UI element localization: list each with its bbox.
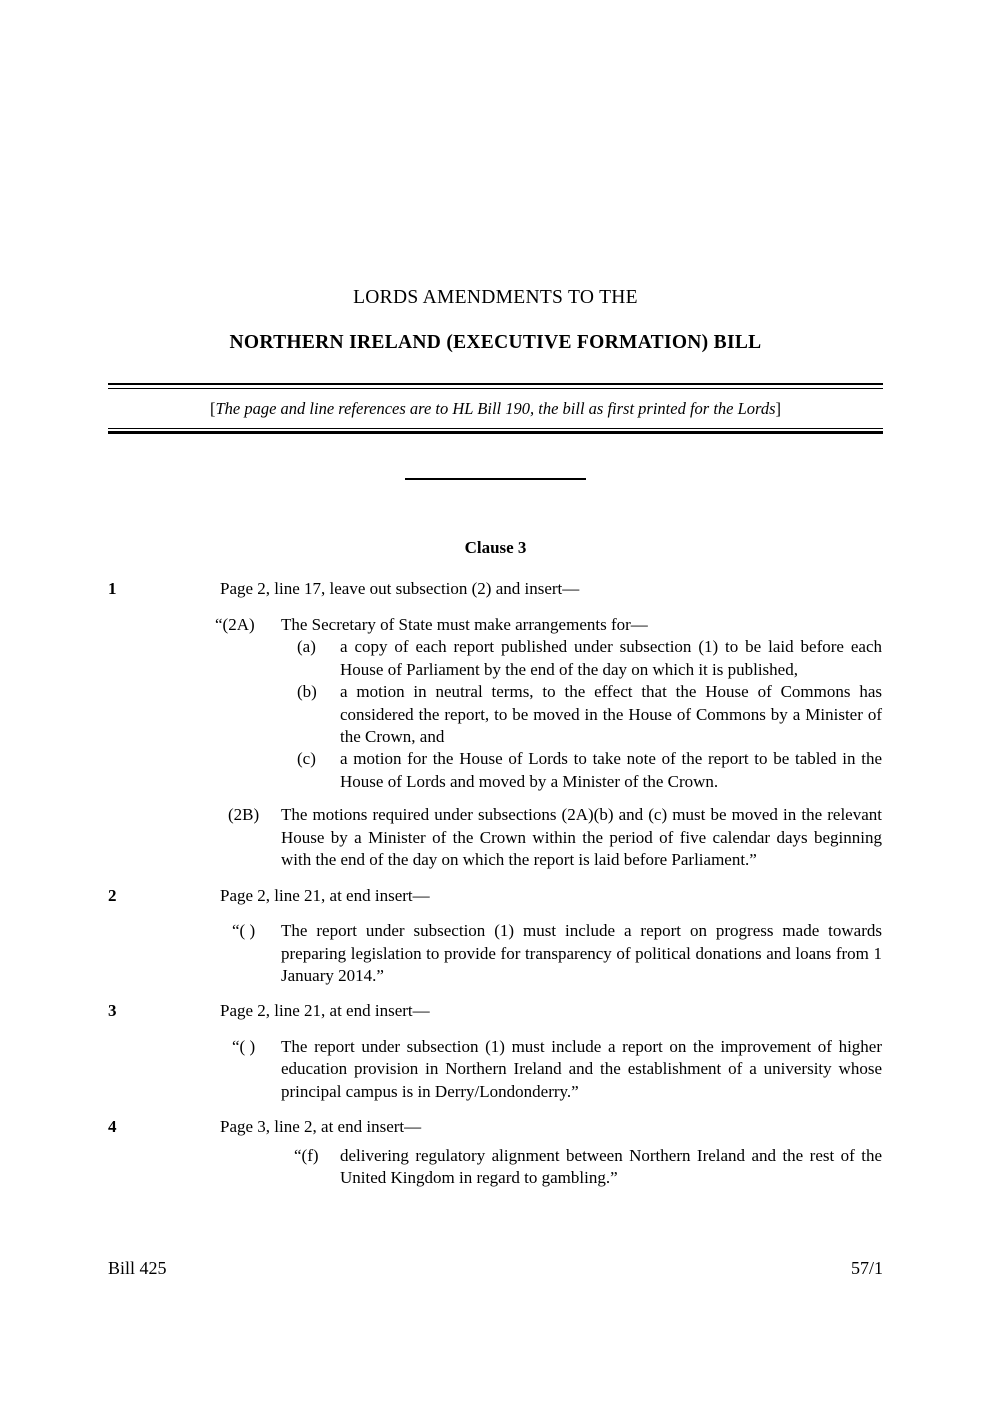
amendment-2-quote-block bbox=[0, 920, 991, 987]
note-close-bracket: ] bbox=[775, 398, 782, 418]
amendment-2 bbox=[0, 885, 991, 907]
quoted-item-c bbox=[0, 748, 991, 793]
bill-number: Bill 425 bbox=[108, 1258, 167, 1278]
amendment-lead-in: Page 2, line 21, at end insert— bbox=[220, 1001, 430, 1021]
quoted-item-f bbox=[0, 1145, 991, 1190]
section-separator bbox=[0, 478, 991, 496]
quoted-item-blank bbox=[0, 1036, 991, 1103]
amendment-lead-in: Page 2, line 17, leave out subsection (2) and insert— bbox=[220, 579, 580, 599]
note-text: The page and line references are to HL Bill 190, the bill as first printed for the Lords bbox=[215, 398, 776, 418]
quoted-item-text: The report under subsection (1) must include a report on progress made towards preparing legislation to provide for transparency of political donations and loans from 1 January 2014.” bbox=[281, 921, 882, 985]
quoted-item-text: a motion for the House of Lords to take note of the report to be tabled in the House of Lords and moved by a Minister of the Crown. bbox=[340, 749, 882, 791]
amendment-4 bbox=[0, 1116, 991, 1138]
amendment-number: 3 bbox=[108, 1001, 117, 1021]
amendment-lead-in: Page 2, line 21, at end insert— bbox=[220, 885, 430, 905]
quoted-item-2b bbox=[0, 804, 991, 871]
quoted-item-blank bbox=[0, 920, 991, 987]
quoted-item-text: The motions required under subsections (2A)(b) and (c) must be moved in the relevant House by a Minister of the Crown within the period of five calendar days beginning with the end of the day on which the report is laid before Parliament.” bbox=[281, 805, 882, 870]
amendment-number: 4 bbox=[108, 1117, 117, 1137]
header-rule-bottom bbox=[108, 428, 883, 434]
quoted-item-marker: (2B) bbox=[228, 805, 260, 825]
note-open-bracket: [ bbox=[209, 398, 216, 418]
rule-thick-lower bbox=[108, 431, 883, 434]
quoted-item-marker: (b) bbox=[297, 682, 317, 702]
document-title-line-1: LORDS AMENDMENTS TO THE bbox=[353, 287, 638, 308]
document-header bbox=[108, 286, 883, 434]
quoted-item-marker: “(f) bbox=[294, 1145, 319, 1165]
document-body bbox=[0, 538, 991, 1189]
amendment-lead-in: Page 3, line 2, at end insert— bbox=[220, 1117, 422, 1137]
quoted-item-2a bbox=[0, 614, 991, 636]
quoted-item-marker: (a) bbox=[297, 637, 316, 657]
quoted-item-text: a motion in neutral terms, to the effect that the House of Commons has considered the report, to be moved in the House of Commons by a Minister of the Crown, and bbox=[340, 682, 882, 747]
quoted-item-marker: “(2A) bbox=[215, 614, 255, 634]
quoted-item-marker: (c) bbox=[297, 749, 316, 769]
quoted-item-text: a copy of each report published under subsection (1) to be laid before each House of Parliament by the end of the day on which it is published, bbox=[340, 637, 882, 679]
amendment-3 bbox=[0, 1000, 991, 1022]
quoted-item-marker: “( ) bbox=[232, 921, 256, 941]
amendment-1 bbox=[0, 578, 991, 600]
page-number: 57/1 bbox=[850, 1258, 883, 1278]
amendment-number: 1 bbox=[108, 579, 117, 599]
separator-rule bbox=[405, 478, 586, 480]
document-title-line-2: NORTHERN IRELAND (EXECUTIVE FORMATION) BILL bbox=[229, 332, 762, 354]
document-footer bbox=[108, 1258, 883, 1280]
amendment-1-quote-block bbox=[0, 614, 991, 872]
quoted-item-marker: “( ) bbox=[232, 1036, 256, 1056]
quoted-item-a bbox=[0, 636, 991, 681]
quoted-item-text: delivering regulatory alignment between Northern Ireland and the rest of the United Kingdom in regard to gambling.” bbox=[340, 1145, 882, 1188]
quoted-item-text: The Secretary of State must make arrangements for— bbox=[281, 614, 648, 634]
amendment-number: 2 bbox=[108, 885, 117, 905]
quoted-item-text: The report under subsection (1) must include a report on the improvement of higher education provision in Northern Ireland and the establishment of a university whose principal campus is in Derry/Londonderry.” bbox=[281, 1036, 882, 1101]
clause-heading: Clause 3 bbox=[464, 538, 527, 557]
quoted-item-b bbox=[0, 681, 991, 748]
amendment-4-quote-block bbox=[0, 1145, 991, 1190]
amendment-3-quote-block bbox=[0, 1036, 991, 1103]
reference-note bbox=[108, 389, 883, 428]
